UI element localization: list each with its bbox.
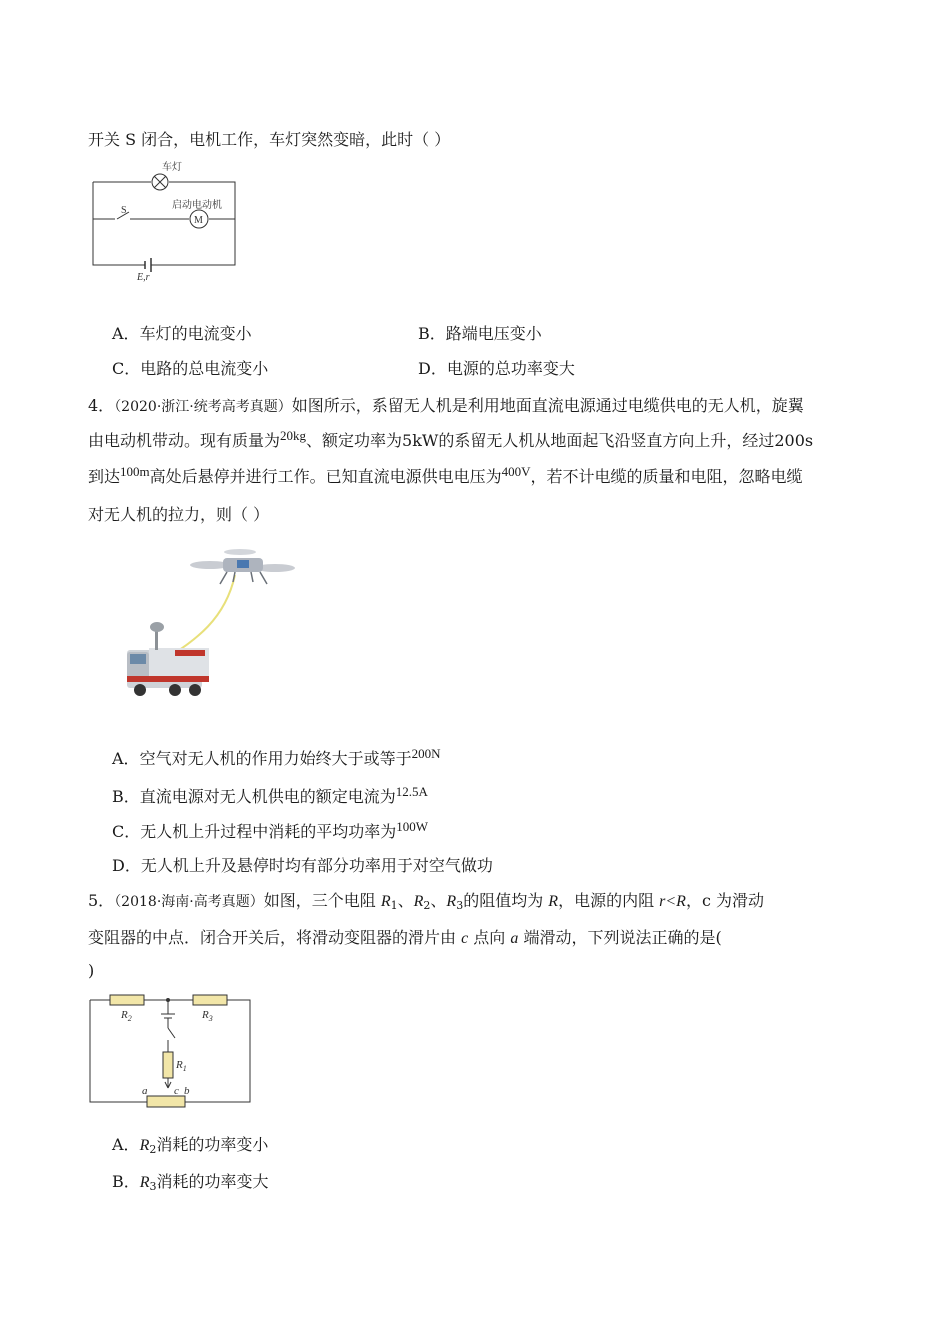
q5-point-b: b	[184, 1085, 190, 1097]
q4-option-d[interactable]: D．无人机上升及悬停时均有部分功率用于对空气做功	[112, 856, 493, 875]
q3-option-b[interactable]: B．路端电压变小	[418, 324, 542, 343]
q5-rheostat	[147, 1096, 185, 1107]
q4-option-b[interactable]: B．直流电源对无人机供电的额定电流为$^{12.5A}$	[112, 784, 428, 806]
q3-motor-symbol: M	[194, 215, 203, 226]
svg-text:R3: $R_3$	[202, 1009, 213, 1023]
q3-circuit-figure	[85, 158, 245, 283]
q3-motor-label: 启动电动机	[172, 200, 222, 211]
q5-stem-line2: 变阻器的中点．闭合开关后，将滑动变阻器的滑片由 c 点向 a 端滑动，下列说法正确的是(	[88, 928, 722, 947]
q5-stem-line1: 5．（2018·海南·高考真题）如图，三个电阻 R1、R2、R3的阻值均为 R，电源的内阻 r<R，c 为滑动	[88, 891, 765, 912]
q4-option-a[interactable]: A．空气对无人机的作用力始终大于或等于$^{200N}$	[112, 746, 441, 768]
q4-option-c[interactable]: C．无人机上升过程中消耗的平均功率为$^{100W}$	[112, 819, 429, 841]
q3-stem-tail: 开关 S 闭合，电机工作，车灯突然变暗，此时（ ）	[88, 130, 451, 149]
q5-circuit-figure	[85, 990, 255, 1108]
q5-r3-resistor	[193, 995, 227, 1005]
q4-drone-truck-figure	[115, 540, 305, 705]
q3-switch-label: S	[121, 205, 127, 216]
q4-stem-line4: 对无人机的拉力，则（ ）	[88, 505, 270, 524]
q3-source-label: E,r	[137, 272, 150, 283]
q3-option-a[interactable]: A．车灯的电流变小	[112, 324, 252, 343]
q5-stem-line3: )	[88, 961, 95, 980]
q4-stem-line2: 由电动机带动。现有质量为$^{20kg}$、额定功率为5kW的系留无人机从地面起飞沿竖直方向上升，经过200s	[88, 428, 814, 450]
svg-text:R2: $R_2$	[121, 1009, 132, 1023]
q5-r1-resistor	[163, 1052, 173, 1078]
q3-lamp-label: 车灯	[162, 162, 182, 173]
q5-option-a[interactable]: A．R2消耗的功率变小	[112, 1135, 269, 1156]
q5-point-c: c	[174, 1085, 179, 1097]
q5-r2-resistor	[110, 995, 144, 1005]
q5-point-a: a	[142, 1085, 148, 1097]
q3-option-c[interactable]: C．电路的总电流变小	[112, 359, 269, 378]
q5-option-b[interactable]: B．R3消耗的功率变大	[112, 1172, 269, 1193]
q4-stem-line3: 到达$^{100m}$高处后悬停并进行工作。已知直流电源供电电压为$^{400V}$，若不计电缆的质量和电阻，忽略电缆	[88, 464, 803, 486]
q3-option-d[interactable]: D．电源的总功率变大	[418, 359, 575, 378]
svg-text:R1: $R_1$	[176, 1059, 187, 1073]
q4-stem-line1: 4．（2020·浙江·统考高考真题）如图所示，系留无人机是利用地面直流电源通过电缆供电的无人机，旋翼	[88, 396, 804, 415]
